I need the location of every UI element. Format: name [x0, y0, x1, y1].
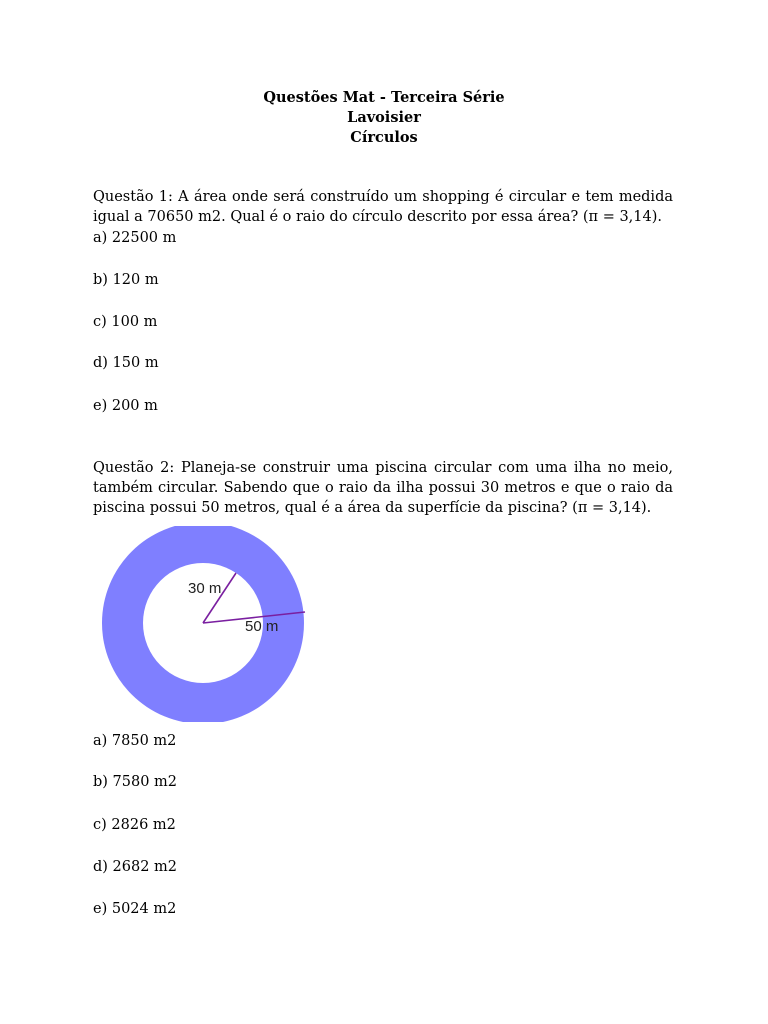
q1-option-e: e) 200 m [93, 398, 158, 414]
q1-option-d: d) 150 m [93, 355, 159, 371]
inner-radius-label: 30 m [188, 580, 222, 597]
topic-title: Círculos [350, 129, 418, 146]
q1-option-b: b) 120 m [93, 272, 159, 288]
school-name: Lavoisier [347, 109, 421, 126]
question-1-text: Questão 1: A área onde será construído um shopping é circular e tem medida igual a 70650 m2. Qual é o raio do círculo descrito por essa área? (π = 3,14). [93, 189, 673, 226]
pool-diagram-svg [100, 526, 310, 722]
q2-option-d: d) 2682 m2 [93, 859, 178, 875]
q2-option-b: b) 7580 m2 [93, 774, 178, 790]
document-header [0, 88, 768, 148]
question-2-text: Questão 2: Planeja-se construir uma piscina circular com uma ilha no meio, também circular. Sabendo que o raio da ilha possui 30 metros e que o raio da piscina possui 50 metros, qual é a área da superfície da piscina? (π = 3,14). [93, 460, 673, 517]
document-title: Questões Mat - Terceira Série [263, 89, 505, 106]
q2-option-a: a) 7850 m2 [93, 733, 177, 749]
q1-option-a: a) 22500 m [93, 230, 177, 246]
pool-diagram [100, 526, 310, 722]
outer-radius-label: 50 m [245, 618, 279, 635]
q1-option-c: c) 100 m [93, 314, 158, 330]
q2-option-e: e) 5024 m2 [93, 901, 177, 917]
q2-option-c: c) 2826 m2 [93, 817, 176, 833]
